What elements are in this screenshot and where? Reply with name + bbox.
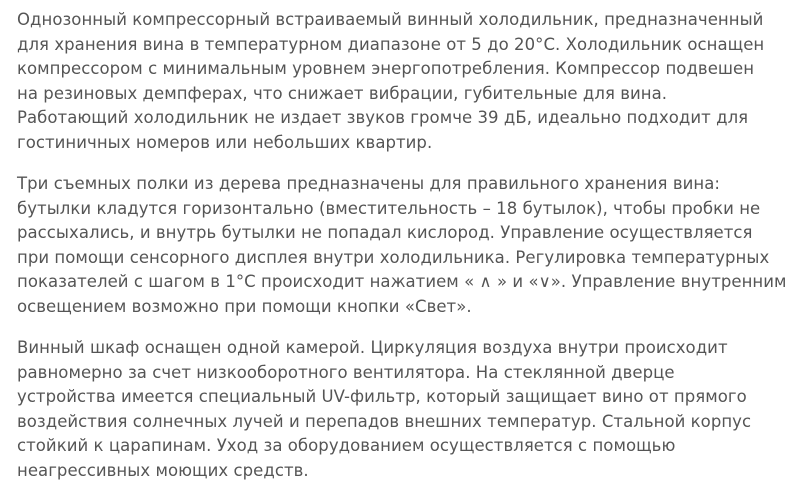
- product-description: [17, 8, 792, 500]
- description-paragraph-2: Три съемных полки из дерева предназначены для правильного хранения вина: бутылки кладутся горизонтально (вместительность – 18 бутылок), чтобы пробки не рассыхались, и внутрь бутылки не попадал кислород. Управление осуществляется при помощи сенсорного дисплея внутри холодильника. Регулировка температурных показателей с шагом в 1°С происходит нажатием « ∧ » и «∨». Управление внутренним освещением возможно при помощи кнопки «Свет».: [17, 174, 787, 316]
- description-paragraph-3: Винный шкаф оснащен одной камерой. Циркуляция воздуха внутри происходит равномерно за счет низкооборотного вентилятора. На стеклянной дверце устройства имеется специальный UV-фильтр, который защищает вино от прямого воздействия солнечных лучей и перепадов внешних температур. Стальной корпус стойкий к царапинам. Уход за оборудованием осуществляется с помощью неагрессивных моющих средств.: [17, 338, 752, 480]
- description-paragraph-1: Однозонный компрессорный встраиваемый винный холодильник, предназначенный для хранения вина в температурном диапазоне от 5 до 20°С. Холодильник оснащен компрессором с минимальным уровнем энергопотребления. Компрессор подвешен на резиновых демпферах, что снижает вибрации, губительные для вина. Работающий холодильник не издает звуков громче 39 дБ, идеально подходит для гостиничных номеров или небольших квартир.: [17, 10, 765, 152]
